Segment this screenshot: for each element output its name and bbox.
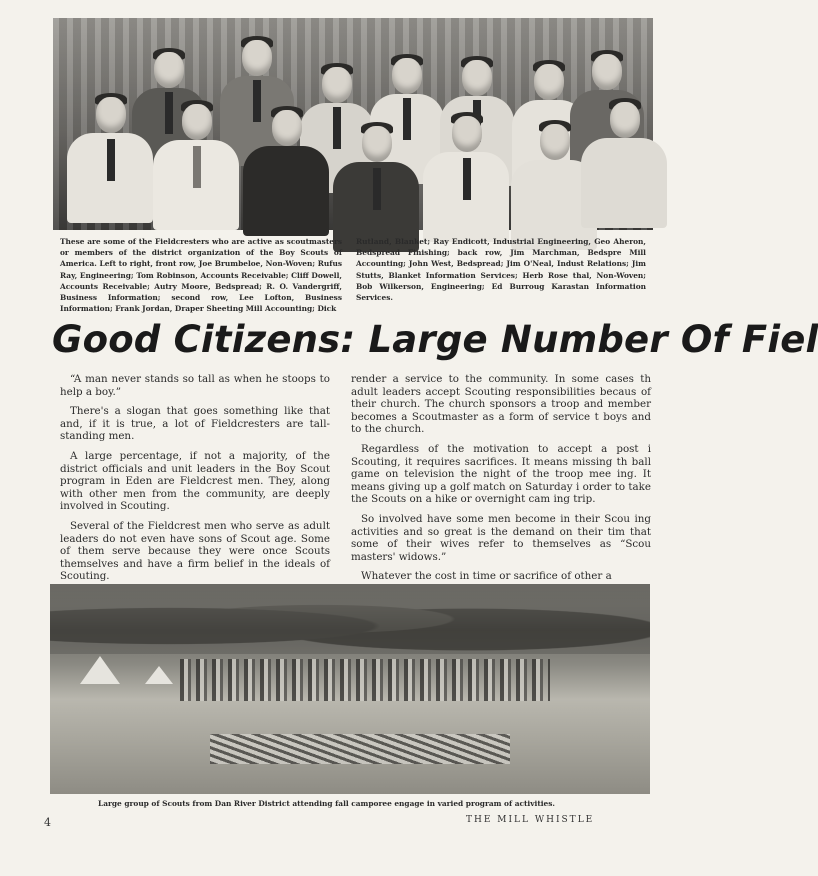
paragraph: There's a slogan that goes something like that and, if it is true, a lot of Fieldcresters are tall-standing men.	[60, 405, 330, 443]
photo-caption-left: These are some of the Fieldcresters who are active as scoutmasters or members of the district organization of the Boy Scouts of America. Left to right, front row, Joe Brumbeloe, Non-Woven; Rufus Ray, Engineering; Tom Robinson, Accounts Receivable; Cliff Dowell, Accounts Receivable; Autry Moore, Bedspread; R. O. Vandergriff, Business Information; second row, Lee Lofton, Business Information; Frank Jordan, Draper Sheeting Mill Accounting; Dick	[60, 237, 342, 314]
paragraph: Whatever the cost in time or sacrifice of other a	[361, 570, 612, 583]
paragraph: Regardless of the motivation to accept a post i Scouting, it requires sacrifices. It means missing th ball game on television the night of the troop mee ing. It means giving up a golf match on Saturday i order to take the Scouts on a hike or overnight cam ing trip.	[351, 442, 651, 506]
tent	[80, 656, 120, 684]
paragraph: “A man never stands so tall as when he stoops to help a boy.”	[60, 373, 330, 398]
woodpile	[210, 734, 510, 764]
photo-caption-right: Rutland, Blanket; Ray Endicott, Industrial Engineering, Geo Aheron, Bedspread Finishing; back row, Jim Marchman, Bedspre Mill Accounting; John West, Bedspread; Jim O'Neal, Indust Relations; Jim Stutts, Blanket Information Services; Herb Rose thal, Non-Woven; Bob Wilkerson, Engineering; Ed Burroug Karastan Information Services.	[356, 237, 646, 303]
article-headline: Good Citizens: Large Number Of Fiel	[52, 318, 818, 361]
tree-line	[50, 584, 650, 654]
paragraph: A large percentage, if not a majority, of the district officials and unit leaders in the Boy Scout program in Eden are Fieldcrest men. They, along with other men from the community, are deeply involved in Scouting.	[60, 449, 330, 513]
camporee-caption: Large group of Scouts from Dan River District attending fall camporee engage in varied program of activities.	[98, 799, 555, 808]
publication-title: THE MILL WHISTLE	[466, 815, 595, 825]
group-photo-fieldcresters	[53, 18, 653, 230]
camporee-photo	[50, 584, 650, 794]
tent	[145, 666, 173, 684]
scout-crowd	[180, 659, 550, 701]
paragraph: Several of the Fieldcrest men who serve as adult leaders do not even have sons of Scout age. Some of them serve because they were once Scouts themselves and have a firm belief in the ideals of Scouting.	[60, 519, 330, 583]
page-number: 4	[44, 816, 51, 829]
paragraph: render a service to the community. In some cases th adult leaders accept Scouting responsibilities becaus of their church. The church sponsors a troop and member becomes a Scoutmaster as a form of service t boys and to the church.	[351, 373, 651, 436]
article-column-right	[351, 373, 651, 590]
paragraph: So involved have some men become in their Scou ing activities and so great is the demand on their tim that some of their wives refer to themselves as “Scou masters' widows.”	[351, 512, 651, 563]
